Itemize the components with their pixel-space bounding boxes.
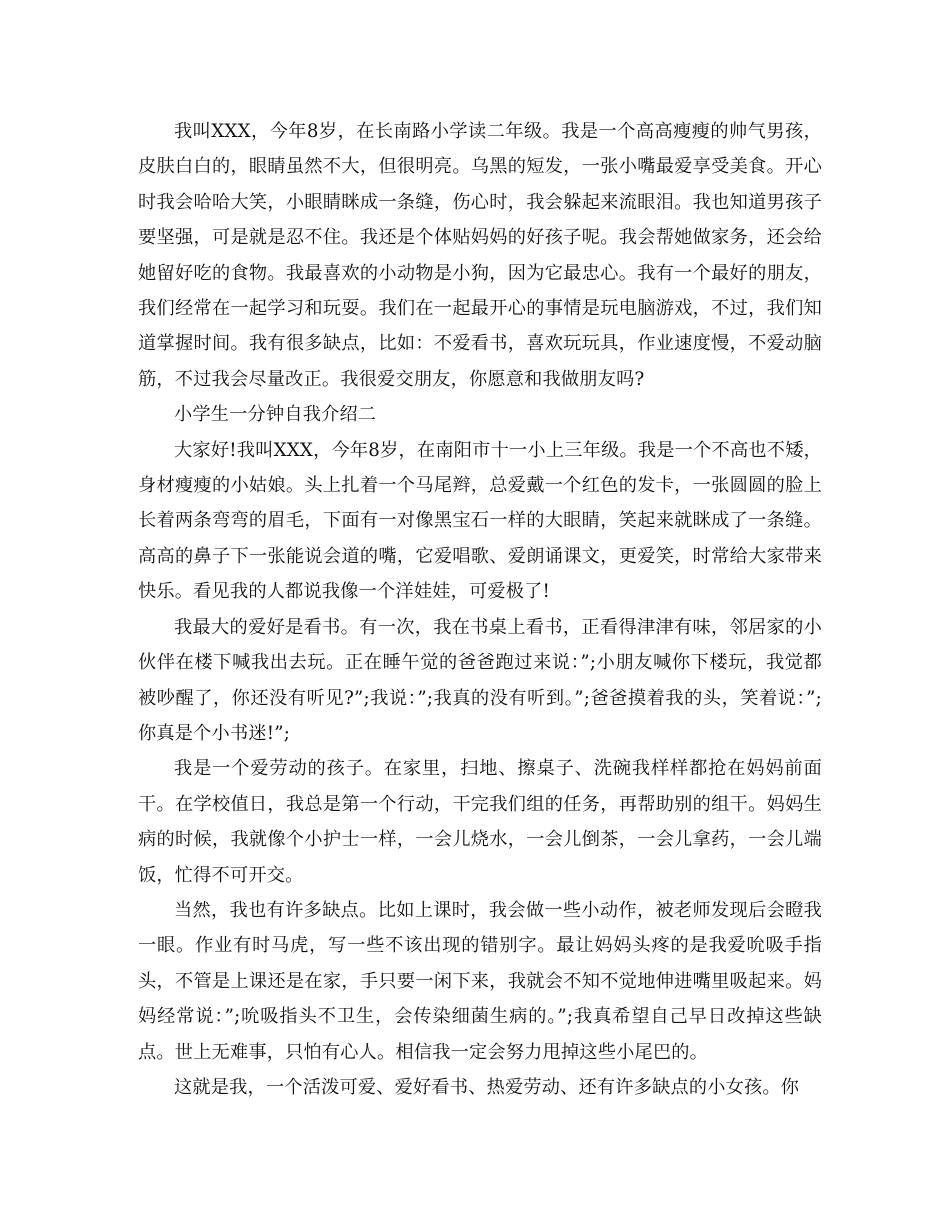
paragraph-closing: 这就是我，一个活泼可爱、爱好看书、热爱劳动、还有许多缺点的小女孩。你 [174, 1076, 800, 1098]
document-page [138, 114, 822, 1105]
paragraph-chores: 我是一个爱劳动的孩子。在家里，扫地、擦桌子、洗碗我样样都抢在妈妈前面干。在学校值日，我总是第一个行动，干完我们组的任务，再帮助别的组干。妈妈生病的时候，我就像个小护士一样，一会儿烧水，一会儿倒茶，一会儿拿药，一会儿端饭，忙得不可开交。 [138, 758, 822, 886]
paragraph-intro-boy: 我叫XXX，今年8岁，在长南路小学读二年级。我是一个高高瘦瘦的帅气男孩，皮肤白白的，眼睛虽然不大，但很明亮。乌黑的短发，一张小嘴最爱享受美食。开心时我会哈哈大笑，小眼睛眯成一条缝，伤心时，我会躲起来流眼泪。我也知道男孩子要坚强，可是就是忍不住。我还是个体贴妈妈的好孩子呢。我会帮她做家务，还会给她留好吃的食物。我最喜欢的小动物是小狗，因为它最忠心。我有一个最好的朋友，我们经常在一起学习和玩耍。我们在一起最开心的事情是玩电脑游戏，不过，我们知道掌握时间。我有很多缺点，比如：不爱看书，喜欢玩玩具，作业速度慢，不爱动脑筋，不过我会尽量改正。我很爱交朋友，你愿意和我做朋友吗? [138, 121, 822, 390]
paragraph-intro-girl: 大家好!我叫XXX，今年8岁，在南阳市十一小上三年级。我是一个不高也不矮，身材瘦瘦的小姑娘。头上扎着一个马尾辫，总爱戴一个红色的发卡，一张圆圆的脸上长着两条弯弯的眉毛，下面有一对像黑宝石一样的大眼睛，笑起来就眯成了一条缝。高高的鼻子下一张能说会道的嘴，它爱唱歌、爱朗诵课文，更爱笑，时常给大家带来快乐。看见我的人都说我像一个洋娃娃，可爱极了! [138, 439, 822, 603]
paragraph-shortcomings: 当然，我也有许多缺点。比如上课时，我会做一些小动作，被老师发现后会瞪我一眼。作业有时马虎，写一些不该出现的错别字。最让妈妈头疼的是我爱吮吸手指头，不管是上课还是在家，手只要一闲下来，我就会不知不觉地伸进嘴里吸起来。妈妈经常说：”;吮吸指头不卫生，会传染细菌生病的。”;我真希望自己早日改掉这些缺点。世上无难事，只怕有心人。相信我一定会努力甩掉这些小尾巴的。 [138, 899, 822, 1063]
paragraph-hobby: 我最大的爱好是看书。有一次，我在书桌上看书，正看得津津有味，邻居家的小伙伴在楼下喊我出去玩。正在睡午觉的爸爸跑过来说：”;小朋友喊你下楼玩，我觉都被吵醒了，你还没有听见?”;我说：”;我真的没有听到。”;爸爸摸着我的头，笑着说：”;你真是个小书迷!”; [138, 616, 822, 744]
section-heading: 小学生一分钟自我介绍二 [174, 404, 377, 426]
